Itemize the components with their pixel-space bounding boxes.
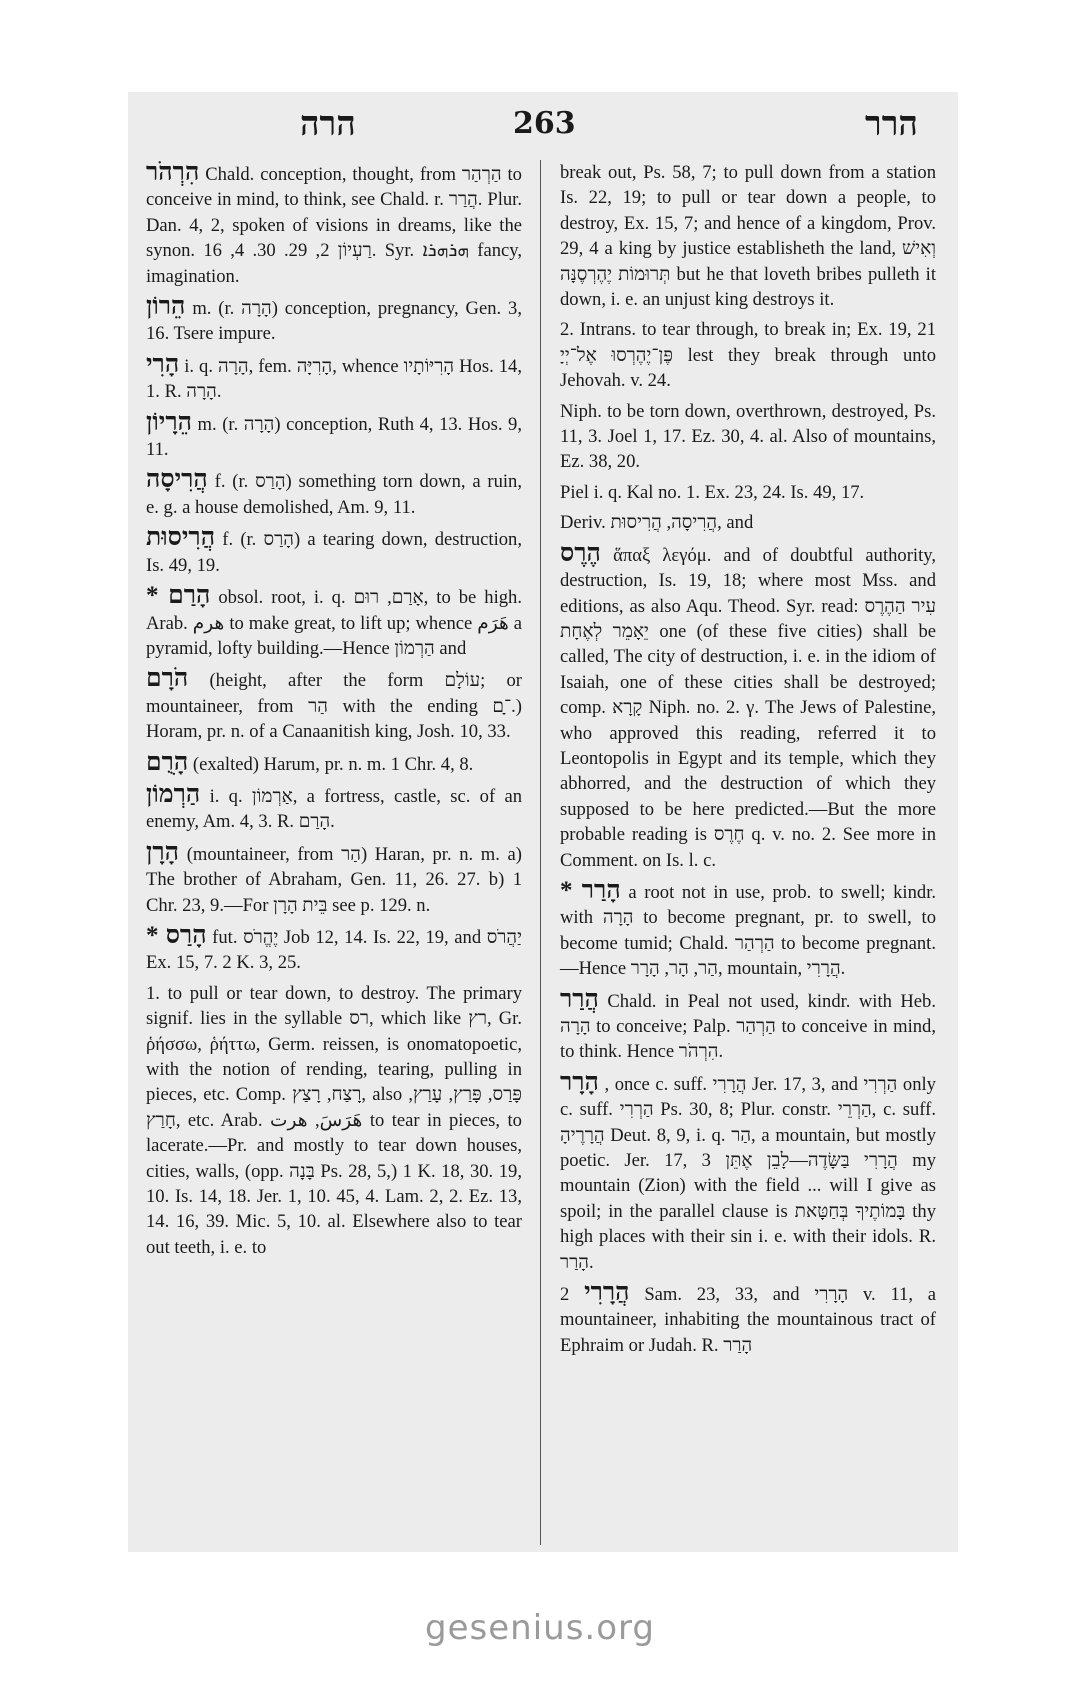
dictionary-entry	[146, 981, 522, 1260]
dictionary-entry	[560, 987, 936, 1065]
right-column	[560, 160, 936, 1363]
entry-text: m. (r. הָרָה) conception, Ruth 4, 13. Hos. 9, 11.	[146, 413, 522, 461]
column-divider	[540, 160, 541, 1545]
dictionary-entry	[560, 160, 936, 312]
entry-text: Chald. conception, thought, from הַרְהַר to conceive in mind, to think, see Chald. r. הֲרַר. Plur. Dan. 4, 2, spoken of visions in dreams, like the synon. רַעְיוֹן 2, 29. 30. 4, 16. Syr. ܗܪܗܪܐ fancy, imagination.	[146, 164, 523, 287]
entry-text: f. (r. הָרַס) a tearing down, destruction, Is. 49, 19.	[146, 529, 522, 576]
dictionary-entry	[146, 525, 522, 578]
dictionary-entry	[560, 510, 936, 535]
left-column	[146, 160, 522, 1265]
entry-headword: הֵרוֹן	[146, 293, 186, 321]
entry-headword: הֲרַר	[560, 985, 599, 1013]
dictionary-entry	[146, 467, 522, 520]
dictionary-entry	[146, 294, 522, 347]
entry-text: (mountaineer, from הַר) Haran, pr. n. m. a) The brother of Abraham, Gen. 11, 26. 27. b) 1 Chr. 23, 9.—For בֵּית הָרָן see p. 129. n.	[146, 843, 522, 916]
entry-headword: הֵרָיוֹן	[146, 408, 192, 436]
dictionary-entry	[146, 666, 522, 744]
entry-text: Piel i. q. Kal no. 1. Ex. 23, 24. Is. 49, 17.	[560, 481, 865, 503]
dictionary-entry	[146, 782, 522, 835]
entry-text: obsol. root, i. q. אָרַם, רוּם, to be high. Arab. هرم to make great, to lift up; whence هَرَم a pyramid, lofty building.—Hence הַרְמוֹן and	[146, 587, 523, 659]
entry-text: Niph. to be torn down, overthrown, destroyed, Ps. 11, 3. Joel 1, 17. Ez. 30, 4. al. Also of mountains, Ez. 38, 20.	[560, 400, 936, 473]
page-number: 263	[513, 106, 576, 141]
entry-text: (exalted) Harum, pr. n. m. 1 Chr. 4, 8.	[192, 753, 474, 775]
entry-text: Deriv. הֲרִיסָה, הֲרִיסוּת, and	[560, 512, 754, 534]
entry-headword: הֲרָרִי	[584, 1279, 630, 1307]
dictionary-entry	[146, 410, 522, 463]
dictionary-entry	[146, 750, 522, 777]
dictionary-entry	[560, 480, 936, 505]
entry-text: (height, after the form עוֹלָם; or mountaineer, from הַר with the ending ־ָם.) Horam, pr. n. of a Canaanitish king, Josh. 10, 33.	[146, 670, 523, 743]
entry-text: 2 Sam. 23, 33, and הָרָרִי v. 11, a mountaineer, inhabiting the mountainous tract of Ephraim or Judah. R. הָרַר	[560, 1284, 936, 1356]
entry-headword: הָרָן	[146, 838, 180, 866]
dictionary-entry	[146, 352, 522, 405]
entry-text: ἅπαξ λεγόμ. and of doubtful authority, destruction, Is. 19, 18; where most Mss. and editions, as also Aqu. Theod. Syr. read: עִיר הַהֶרֶס יֵאָמֵר לְאֶחָת one (of these five cities) shall be called, The city of destruction, i. e. in the idiom of Isaiah, one of these cities shall be destroyed; comp. קָרָא Niph. no. 2. γ. The Jews of Palestine, who approved this reading, referred it to Leontopolis in Egypt and its temple, which they abhorred, and the destruction of which they supposed to be here predicted.—But the more probable reading is חֶרֶס q. v. no. 2. See more in Comment. on Is. l. c.	[560, 544, 937, 871]
entry-headword: * הָרַם	[146, 582, 211, 610]
running-head-right: הרר	[865, 104, 918, 144]
entry-text: fut. יֶהֱרֹס Job 12, 14. Is. 22, 19, and יַהֲרֹס Ex. 15, 7. 2 K. 3, 25.	[146, 926, 522, 974]
dictionary-entry	[146, 923, 522, 976]
entry-headword: הֲרִיסָה	[146, 466, 208, 494]
entry-headword: הָרֻם	[146, 748, 189, 776]
running-head	[128, 104, 958, 156]
entry-headword: הִרְהֹר	[146, 159, 200, 186]
dictionary-entry	[146, 583, 522, 661]
dictionary-entry	[560, 317, 936, 393]
entry-headword: * הָרַס	[146, 921, 207, 949]
dictionary-entry	[146, 160, 522, 289]
entry-headword: הָרִי	[146, 350, 180, 378]
entry-text: break out, Ps. 58, 7; to pull down from a station Is. 22, 19; to pull or tear down a people, to destroy, Ex. 15, 7; and hence of a kingdom, Prov. 29, 4 a king by justice establisheth the land, וְאִישׁ תְּרוּמוֹת יֶהֶרְסֶנָּה but he that loveth bribes pulleth it down, i. e. an unjust king destroys it.	[560, 162, 936, 311]
entry-headword: הֹרָם	[146, 665, 189, 693]
entry-headword: הָרָר	[560, 1068, 599, 1096]
entry-headword: * הָרַר	[560, 876, 621, 904]
dictionary-entry	[560, 541, 936, 873]
dictionary-entry	[560, 1280, 936, 1358]
entry-text: Chald. in Peal not used, kindr. with Heb. הָרָה to conceive; Palp. הַרְהַר to conceive in mind, to think. Hence הִרְהֹר.	[560, 990, 936, 1063]
entry-headword: הַרְמוֹן	[146, 780, 201, 808]
entry-text: i. q. הָרָה, fem. הָרִיָּה, whence הָרִיּוֹתָיו Hos. 14, 1. R. הָרָה.	[146, 355, 522, 403]
entry-text: m. (r. הָרָה) conception, pregnancy, Gen. 3, 16. Tsere impure.	[146, 298, 522, 345]
entry-headword: הֶרֶס	[560, 539, 601, 567]
dictionary-entry	[560, 399, 936, 475]
entry-text: i. q. אַרְמוֹן, a fortress, castle, sc. of an enemy, Am. 4, 3. R. הָרַם.	[146, 785, 522, 833]
entry-text: f. (r. הָרַס) something torn down, a ruin, e. g. a house demolished, Am. 9, 11.	[146, 471, 522, 518]
running-head-left: הרה	[300, 104, 356, 144]
entry-headword: הֲרִיסוּת	[146, 524, 216, 552]
dictionary-entry	[560, 878, 936, 982]
dictionary-entry	[560, 1070, 936, 1275]
entry-text: 2. Intrans. to tear through, to break in; Ex. 19, 21 פֶּן־יֶהֶרְסוּ אֶל־יְיָ lest they break through unto Jehovah. v. 24.	[560, 319, 936, 392]
site-watermark: gesenius.org	[425, 1608, 655, 1648]
entry-text: a root not in use, prob. to swell; kindr. with הָרָה to become pregnant, pr. to swell, to become tumid; Chald. הַרְהַר to become pregnant.—Hence הַר, הָר, הָרָר, mountain, הֲרָרִי.	[560, 881, 937, 980]
entry-text: , once c. suff. הֲרָרִי Jer. 17, 3, and הַרְרִי only c. suff. הַרְרִי Ps. 30, 8; Plur. constr. הַרְרֵי, c. suff. הֲרָרֶיהָ Deut. 8, 9, i. q. הַר, a mountain, but mostly poetic. Jer. 17, 3 הֲרָרִי בַּשָּׂדֶה—לָבֵן אֶתֵּן my mountain (Zion) with the field ... will I give as spoil; in the parallel clause is בָּמוֹתֶיךָ בְּחַטָּאת thy high places with their sin i. e. with their idols. R. הָרַר.	[560, 1073, 936, 1273]
entry-text: 1. to pull or tear down, to destroy. The primary signif. lies in the syllable רס, which like רץ, Gr. ῥήσσω, ῥήττω, Germ. reissen, is onomatopoetic, with the notion of rending, tearing, pulling in pieces, etc. Comp. רָצַח, רָצַץ, also פָּרַס, פָּרַץ, עָרַץ, חָרַץ, etc. Arab. هَرَسَ, هرت to tear in pieces, to lacerate.—Pr. and mostly to tear down houses, cities, walls, (opp. בָּנָה Ps. 28, 5,) 1 K. 18, 30. 19, 10. Is. 14, 18. Jer. 1, 10. 45, 4. Lam. 2, 2. Ez. 13, 14. 16, 39. Mic. 5, 10. al. Elsewhere also to tear out teeth, i. e. to	[146, 982, 522, 1258]
dictionary-entry	[146, 840, 522, 918]
